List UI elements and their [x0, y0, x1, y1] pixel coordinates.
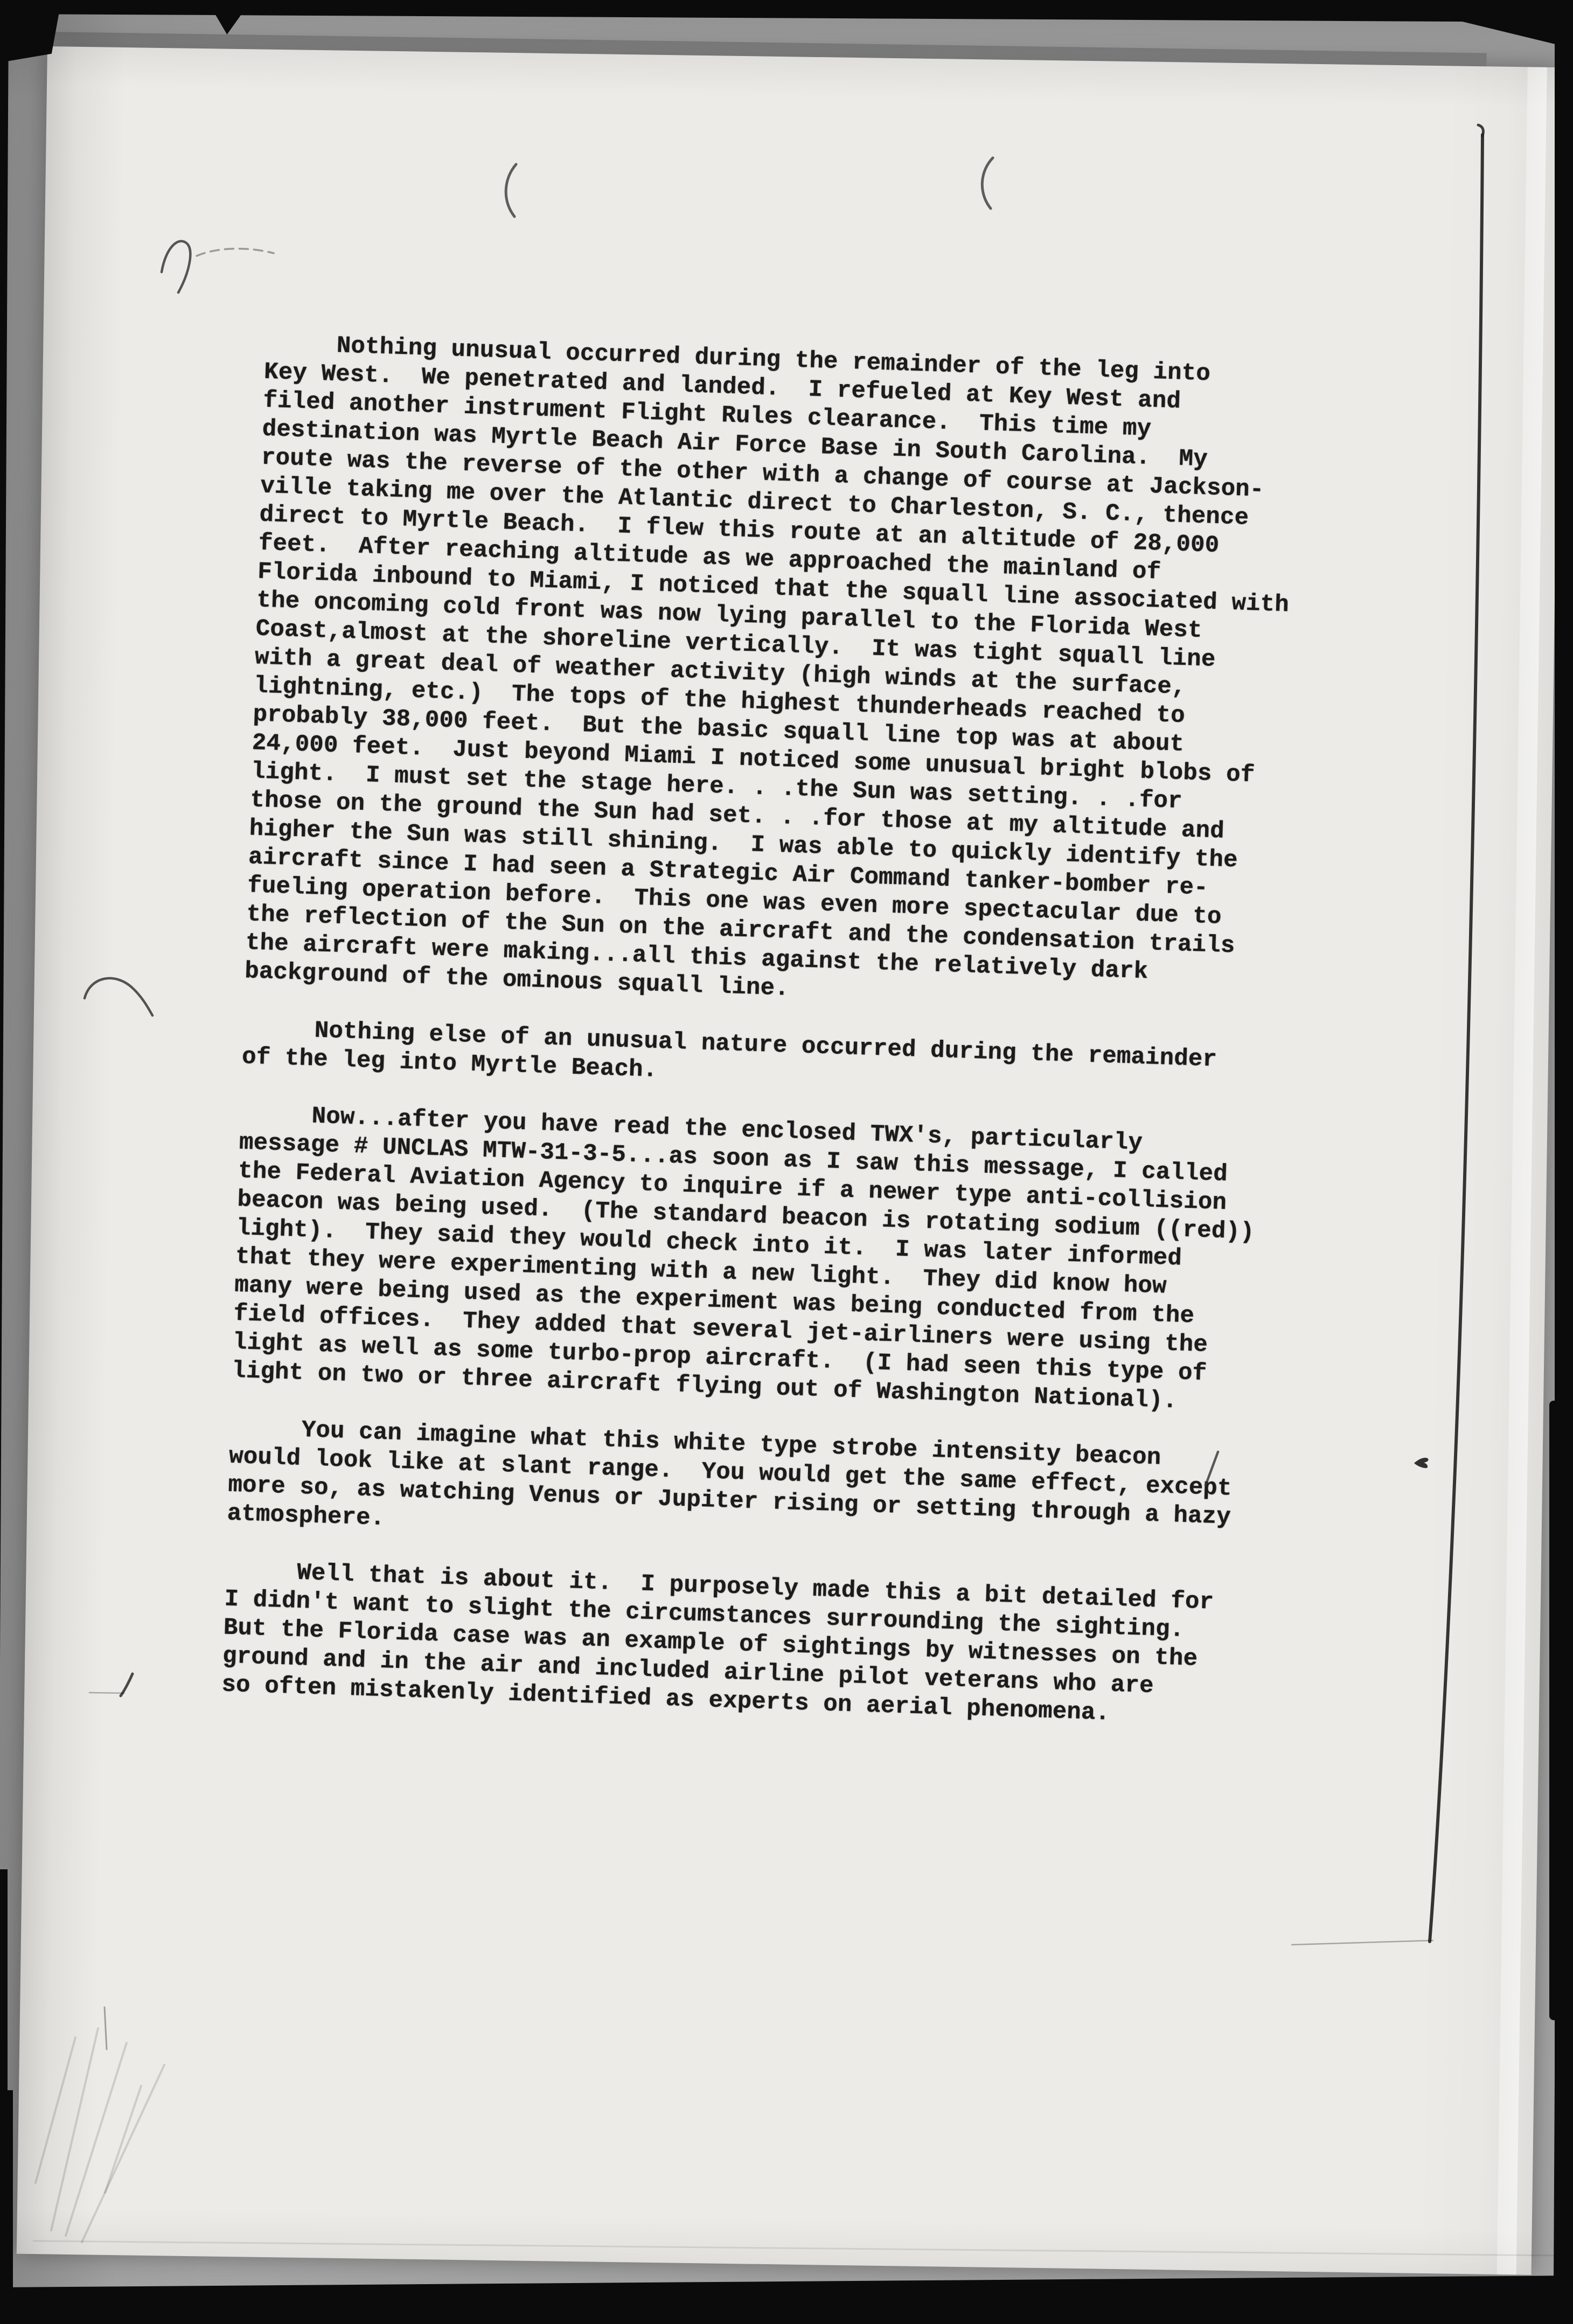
scan-border-top: [0, 0, 1573, 14]
scan-border-right-bulge: [1549, 1401, 1573, 2020]
pen-line-right-margin: [1430, 135, 1482, 1942]
paragraph-nothing-else: Nothing else of an unusual nature occurred during the remainder of the leg into Myrtle Beach.: [241, 1015, 1217, 1084]
arc-mark-left-margin: [85, 978, 152, 1015]
paren-mark-left: [506, 164, 516, 217]
faint-line-at-pen-line-end: [1292, 1940, 1433, 1945]
paren-mark-right: [982, 158, 993, 208]
scan-border-left-bottom: [0, 2090, 13, 2324]
slash-mark-after-text: [1206, 1452, 1218, 1485]
paragraph-faa-inquiry: Now...after you have read the enclosed TWX's, particularly message # UNCLAS MTW-31-3-5...as soon as I saw this message, I called the Federal Aviation Agency to inquire if a newer type anti-collision beacon was being used. (The standard beacon is rotating sodium ((red)) light). They said they would check into it. I was later informed that they were experimenting with a new light. They did know how many were being used as the experiment was being conducted from the field offices. They added that several jet-airliners were using the light as well as some turbo-prop aircraft. (I had seen this type of light on two or three aircraft flying out of Washington National).: [231, 1100, 1255, 1415]
paragraph-strobe-beacon: You can imagine what this white type strobe intensity beacon would look like at slant range. You would get the same effect, except more so, as watching Venus or Jupiter rising or setting through a hazy atmosphere.: [226, 1414, 1233, 1532]
paragraph-closing: Well that is about it. I purposely made this a bit detailed for I didn't want to slight the circumstances surrounding the sighting. But the Florida case was an example of sightings by witnesses on the ground and in the air and included airline pilot veterans who are so often mistakenly identified as experts on aerial phenomena.: [221, 1557, 1214, 1727]
scratch-mark-bottom-left: [105, 2007, 107, 2049]
paragraph-flight-to-myrtle-beach: Nothing unusual occurred during the remainder of the leg into Key West. We penetrated and landed. I refueled at Key West and filed another instrument Flight Rules clearance. This time my destination was Myrtle Beach Air Force Base in South Carolina. My route was the reverse of the other with a change of course at Jackson- ville taking me over the Atlantic direct to Charleston, S. C., thence direct to Myrtle Beach. I flew this route at an altitude of 28,000 feet. After reaching altitude as we approached the mainland of Florida inbound to Miami, I noticed that the squall line associated with the oncoming cold front was now lying parallel to the Florida West Coast,almost at the shoreline vertically. It was tight squall line with a great deal of weather activity (high winds at the surface, lightning, etc.) The tops of the highest thunderheads reached to probably 38,000 feet. But the basic squall line top was at about 24,000 feet. Just beyond Miami I noticed some unusual bright blobs of light. I must set the stage here. . .the Sun was setting. . .for those on the ground the Sun had set. . .for those at my altitude and higher the Sun was still shining. I was able to quickly identify the aircraft since I had seen a Strategic Air Command tanker-bomber re- fueling operation before. This one was even more spectacular due to the reflection of the Sun on the aircraft and the condensation trails the aircraft were making...all this against the relatively dark background of the ominous squall line.: [244, 330, 1290, 1003]
pen-squiggle-tail: [197, 249, 274, 256]
crease-fan-bottom-left: [36, 2028, 164, 2242]
scan-border-left-dash: [0, 575, 5, 610]
pen-squiggle-top-left: [162, 241, 190, 293]
ink-blob-mark: [1414, 1458, 1429, 1468]
